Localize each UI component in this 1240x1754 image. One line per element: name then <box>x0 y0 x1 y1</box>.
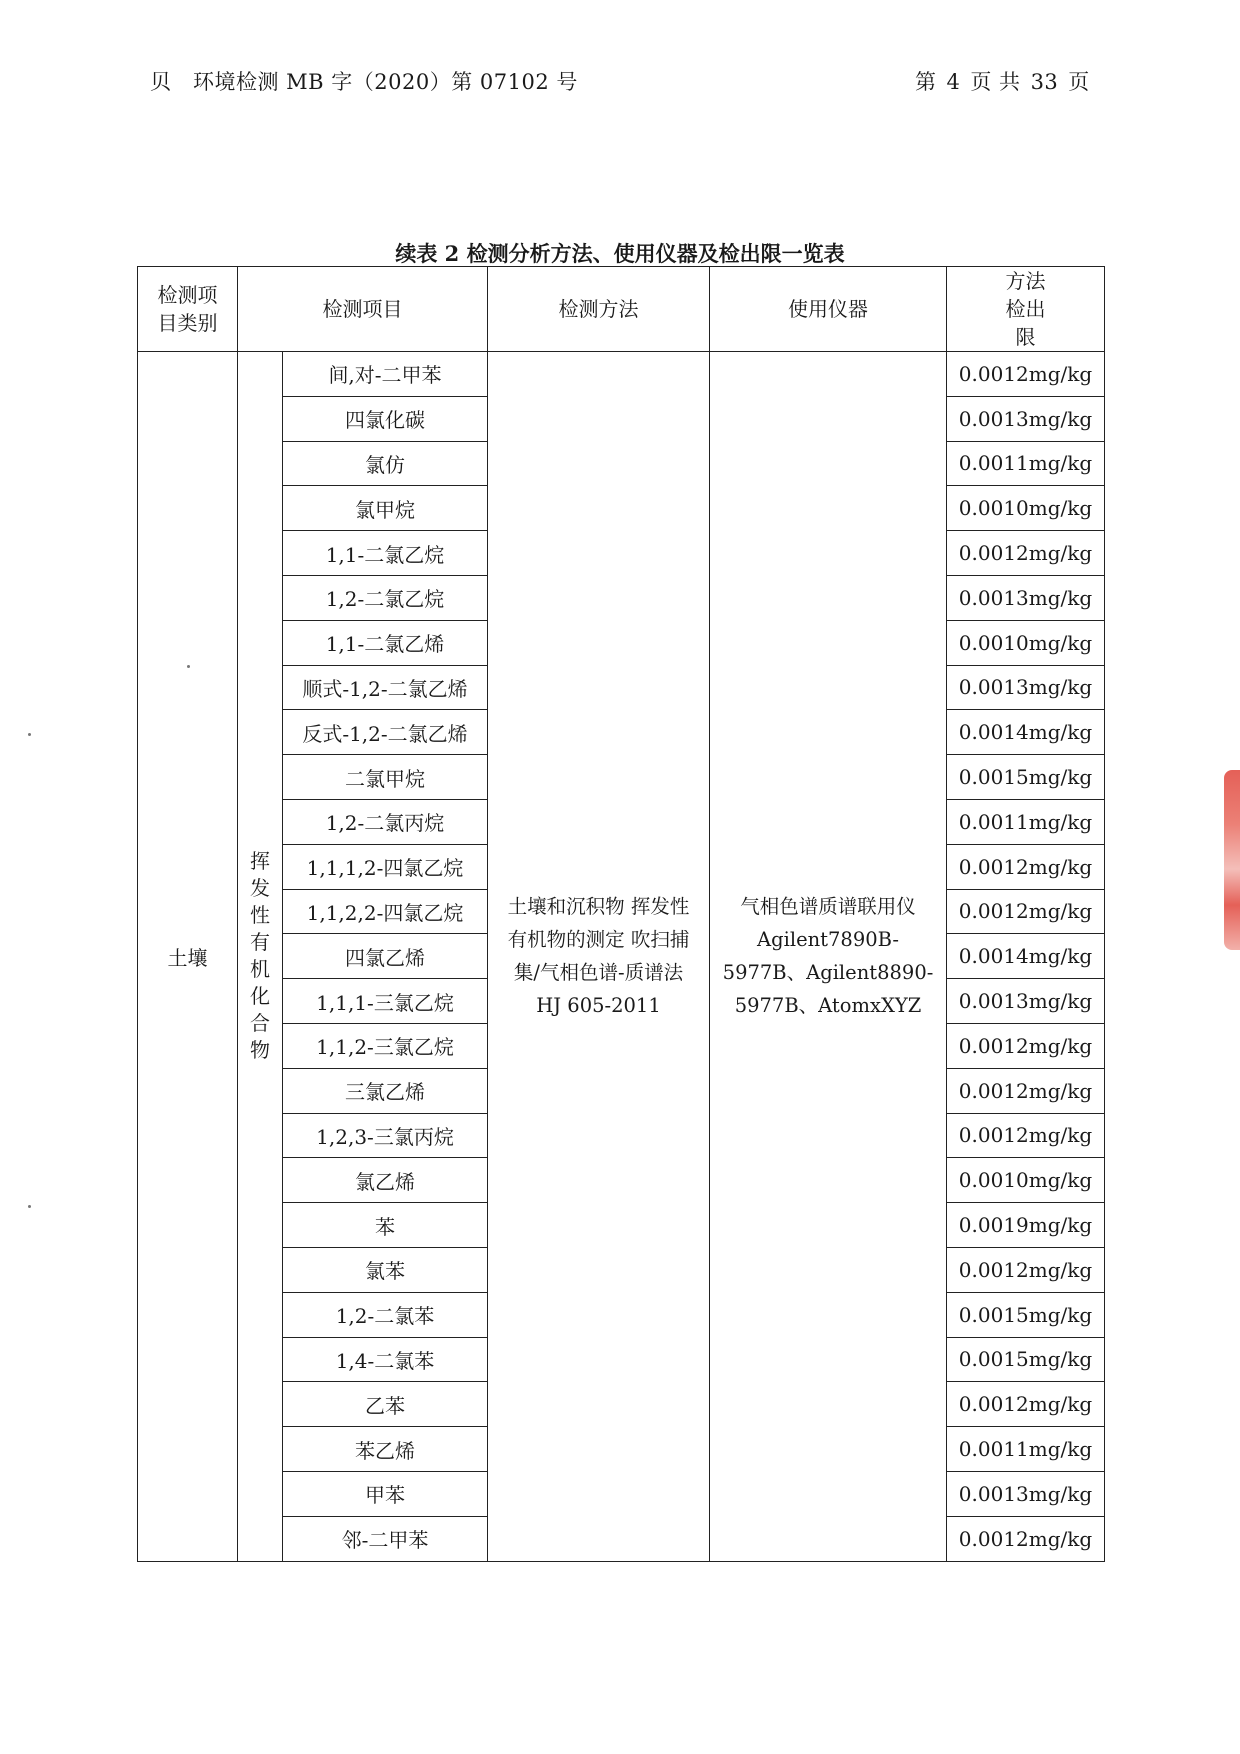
item-cell: 1,1,1,2-四氯乙烷 <box>283 844 488 889</box>
item-cell: 1,2-二氯乙烷 <box>283 575 488 620</box>
table-row <box>138 352 1105 397</box>
page-indicator <box>915 66 1100 96</box>
limit-cell: 0.0013mg/kg <box>947 979 1105 1024</box>
page-prefix: 第 <box>915 70 937 94</box>
item-cell: 氯乙烯 <box>283 1158 488 1203</box>
item-cell: 1,1,1-三氯乙烷 <box>283 979 488 1024</box>
item-cell: 苯 <box>283 1203 488 1248</box>
item-cell: 1,2,3-三氯丙烷 <box>283 1113 488 1158</box>
item-cell: 反式-1,2-二氯乙烯 <box>283 710 488 755</box>
item-cell: 二氯甲烷 <box>283 755 488 800</box>
item-cell: 1,1-二氯乙烷 <box>283 531 488 576</box>
method-text: 土壤和沉积物 挥发性有机物的测定 吹扫捕集/气相色谱-质谱法 HJ 605-2011 <box>507 895 690 1018</box>
instrument-cell <box>710 352 947 1562</box>
limit-cell: 0.0012mg/kg <box>947 1247 1105 1292</box>
limit-cell: 0.0010mg/kg <box>947 1158 1105 1203</box>
scan-speck <box>28 733 31 736</box>
limit-cell: 0.0013mg/kg <box>947 665 1105 710</box>
limit-cell: 0.0013mg/kg <box>947 1471 1105 1516</box>
item-cell: 氯甲烷 <box>283 486 488 531</box>
item-cell: 1,2-二氯苯 <box>283 1292 488 1337</box>
header-method: 检测方法 <box>488 267 710 352</box>
limit-cell: 0.0011mg/kg <box>947 1427 1105 1472</box>
item-cell: 氯苯 <box>283 1247 488 1292</box>
item-cell: 四氯乙烯 <box>283 934 488 979</box>
limit-cell: 0.0014mg/kg <box>947 934 1105 979</box>
scan-speck <box>187 665 190 668</box>
scan-speck <box>28 1205 31 1208</box>
item-cell: 1,4-二氯苯 <box>283 1337 488 1382</box>
limit-cell: 0.0012mg/kg <box>947 352 1105 397</box>
page-mid: 页 共 <box>970 70 1021 94</box>
limit-cell: 0.0012mg/kg <box>947 1516 1105 1561</box>
limit-cell: 0.0013mg/kg <box>947 575 1105 620</box>
subcategory-cell <box>238 352 283 1562</box>
limit-cell: 0.0015mg/kg <box>947 1337 1105 1382</box>
header-limit: 方法检出限 <box>947 267 1105 352</box>
page-suffix: 页 <box>1068 70 1090 94</box>
table-header-row <box>138 267 1105 352</box>
limit-cell: 0.0012mg/kg <box>947 1023 1105 1068</box>
limit-cell: 0.0012mg/kg <box>947 1382 1105 1427</box>
method-cell <box>488 352 710 1562</box>
limit-cell: 0.0012mg/kg <box>947 531 1105 576</box>
subcategory-text: 挥发性有机化合物 <box>250 849 270 1063</box>
limit-cell: 0.0011mg/kg <box>947 799 1105 844</box>
detection-method-table <box>137 266 1105 1562</box>
header-category: 检测项目类别 <box>138 267 238 352</box>
item-cell: 三氯乙烯 <box>283 1068 488 1113</box>
item-cell: 1,1,2-三氯乙烷 <box>283 1023 488 1068</box>
limit-cell: 0.0010mg/kg <box>947 620 1105 665</box>
item-cell: 1,2-二氯丙烷 <box>283 799 488 844</box>
item-cell: 四氯化碳 <box>283 396 488 441</box>
item-cell: 间,对-二甲苯 <box>283 352 488 397</box>
limit-cell: 0.0013mg/kg <box>947 396 1105 441</box>
item-cell: 氯仿 <box>283 441 488 486</box>
item-cell: 甲苯 <box>283 1471 488 1516</box>
seal-stamp-edge <box>1224 770 1240 950</box>
item-cell: 乙苯 <box>283 1382 488 1427</box>
item-cell: 1,1-二氯乙烯 <box>283 620 488 665</box>
header-instrument: 使用仪器 <box>710 267 947 352</box>
limit-cell: 0.0015mg/kg <box>947 755 1105 800</box>
table-body <box>138 352 1105 1562</box>
item-cell: 邻-二甲苯 <box>283 1516 488 1561</box>
item-cell: 顺式-1,2-二氯乙烯 <box>283 665 488 710</box>
category-cell: 土壤 <box>138 352 238 1562</box>
limit-cell: 0.0012mg/kg <box>947 1113 1105 1158</box>
limit-cell: 0.0012mg/kg <box>947 889 1105 934</box>
limit-cell: 0.0010mg/kg <box>947 486 1105 531</box>
header-item: 检测项目 <box>238 267 488 352</box>
limit-cell: 0.0012mg/kg <box>947 1068 1105 1113</box>
limit-cell: 0.0015mg/kg <box>947 1292 1105 1337</box>
limit-cell: 0.0019mg/kg <box>947 1203 1105 1248</box>
report-number: 贝 环境检测 MB 字（2020）第 07102 号 <box>150 70 578 94</box>
page-total: 33 <box>1030 70 1059 94</box>
limit-cell: 0.0012mg/kg <box>947 844 1105 889</box>
limit-cell: 0.0014mg/kg <box>947 710 1105 755</box>
table-caption: 续表 2 检测分析方法、使用仪器及检出限一览表 <box>395 241 845 266</box>
instrument-text: 气相色谱质谱联用仪 Agilent7890B-5977B、Agilent8890-5977B、AtomxXYZ <box>722 895 934 1018</box>
limit-cell: 0.0011mg/kg <box>947 441 1105 486</box>
page-current: 4 <box>946 70 961 94</box>
item-cell: 1,1,2,2-四氯乙烷 <box>283 889 488 934</box>
item-cell: 苯乙烯 <box>283 1427 488 1472</box>
